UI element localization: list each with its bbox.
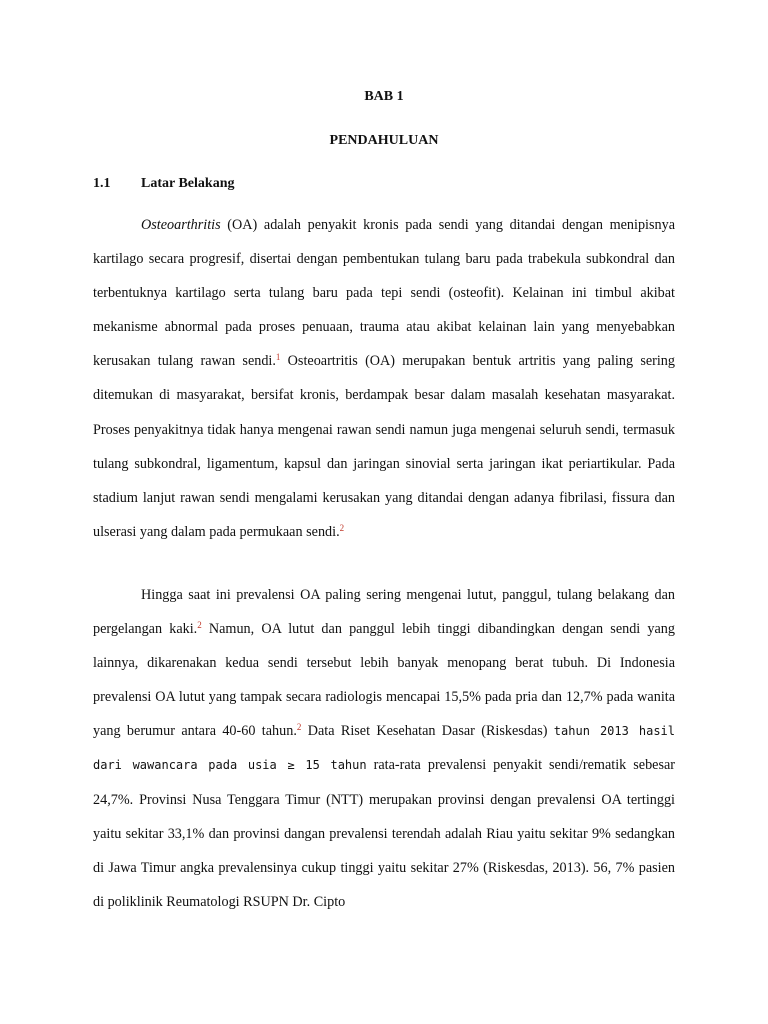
paragraph-2 bbox=[93, 578, 675, 919]
chapter-title: PENDAHULUAN bbox=[329, 133, 439, 148]
section-heading bbox=[93, 176, 234, 192]
citation-ref[interactable]: 2 bbox=[197, 620, 202, 631]
citation-ref[interactable]: 2 bbox=[339, 522, 345, 533]
chapter-label: BAB 1 bbox=[364, 89, 404, 104]
paragraph-2-text-d: rata-rata prevalensi penyakit sendi/rematik sebesar 24,7%. Provinsi Nusa Tenggara Timur (NTT) merupakan provinsi dengan prevalensi OA tertinggi yaitu sekitar 33,1% dan provinsi dangan prevalensi terendah adalah Riau yaitu sekitar 9% sedangkan di Jawa Timur angka prevalensinya cukup tinggi yaitu sekitar 27% (Riskesdas, 2013). 56, 7% pasien di poliklinik Reumatologi RSUPN Dr. Cipto bbox=[93, 757, 675, 910]
paragraph-2-text-a: Hingga saat ini prevalensi OA paling sering mengenai lutut, panggul, tulang belakang dan pergelangan kaki. bbox=[93, 587, 675, 638]
italic-term: Osteoarthritis bbox=[141, 217, 221, 233]
paragraph-2-mono-text: tahun 2013 hasil dari wawancara pada usia ≥ 15 tahun bbox=[93, 724, 675, 773]
citation-ref[interactable]: 1 bbox=[275, 352, 281, 363]
paragraph-1-text-b: Osteoartritis (OA) merupakan bentuk artritis yang paling sering ditemukan di masyarakat, bersifat kronis, berdampak besar dalam masalah kesehatan masyarakat. Proses penyakitnya tidak hanya mengenai rawan sendi namun juga mengenai seluruh sendi, termasuk tulang subkondral, ligamentum, kapsul dan jaringan sinovial serta jaringan ikat periartikular. Pada stadium lanjut rawan sendi mengalami kerusakan yang ditandai dengan adanya fibrilasi, fissura dan ulserasi yang dalam pada permukaan sendi. bbox=[93, 353, 675, 540]
section-title: Latar Belakang bbox=[141, 176, 235, 191]
citation-ref[interactable]: 2 bbox=[296, 722, 302, 733]
paragraph-1 bbox=[93, 208, 675, 549]
paragraph-2-text-c: Data Riset Kesehatan Dasar (Riskesdas) bbox=[301, 723, 554, 740]
paragraph-1-text-a: (OA) adalah penyakit kronis pada sendi yang ditandai dengan menipisnya kartilago secara progresif, disertai dengan pembentukan tulang baru pada trabekula subkondral dan terbentuknya kartilago serta tulang baru pada tepi sendi (osteofit). Kelainan ini timbul akibat mekanisme abnormal pada proses penuaan, trauma atau akibat kelainan lain yang menyebabkan kerusakan tulang rawan sendi. bbox=[93, 217, 675, 370]
paragraph-2-text-b: Namun, OA lutut dan panggul lebih tinggi dibandingkan dengan sendi yang lainnya, dikarenakan kedua sendi tersebut lebih banyak menopang berat tubuh. Di Indonesia prevalensi OA lutut yang tampak secara radiologis mencapai 15,5% pada pria dan 12,7% pada wanita yang berumur antara 40-60 tahun. bbox=[93, 621, 675, 740]
section-number: 1.1 bbox=[93, 176, 111, 191]
